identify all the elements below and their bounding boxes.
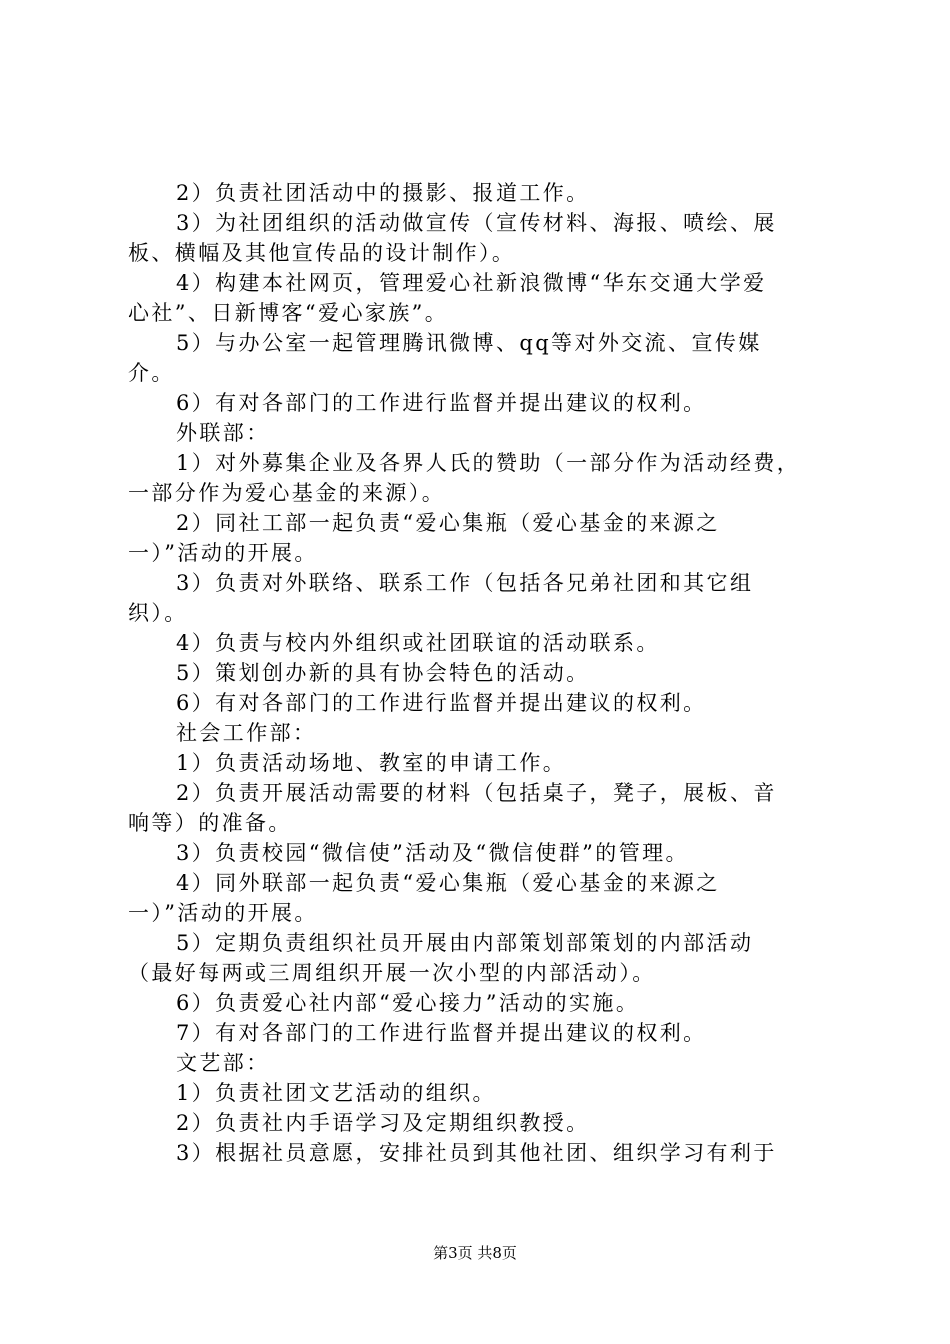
- text-line: 3）负责对外联络、联系工作（包括各兄弟社团和其它组: [176, 571, 754, 595]
- text-line: 4）构建本社网页，管理爱心社新浪微博“华东交通大学爱: [176, 271, 767, 295]
- text-line: 2）负责开展活动需要的材料（包括桌子，凳子，展板、音: [176, 781, 777, 805]
- text-line: 3）为社团组织的活动做宣传（宣传材料、海报、喷绘、展: [176, 211, 777, 235]
- text-line: 织）。: [128, 601, 188, 625]
- text-line: 2）同社工部一起负责“爱心集瓶（爱心基金的来源之: [176, 511, 720, 535]
- text-line: 5）策划创办新的具有协会特色的活动。: [176, 661, 590, 685]
- text-line: 文艺部：: [176, 1051, 270, 1075]
- text-line: 一）”活动的开展。: [128, 901, 318, 925]
- text-line: 4）同外联部一起负责“爱心集瓶（爱心基金的来源之: [176, 871, 720, 895]
- text-line: 2）负责社团活动中的摄影、报道工作。: [176, 181, 590, 205]
- text-line: 板、横幅及其他宣传品的设计制作）。: [128, 241, 516, 265]
- text-line: 1）对外募集企业及各界人氏的赞助（一部分作为活动经费，: [176, 451, 801, 475]
- text-line: 5）定期负责组织社员开展由内部策划部策划的内部活动: [176, 931, 754, 955]
- text-line: 5）与办公室一起管理腾讯微博、qq等对外交流、宣传媒: [176, 331, 762, 355]
- text-line: 3）根据社员意愿，安排社员到其他社团、组织学习有利于: [176, 1141, 777, 1165]
- text-line: 一部分作为爱心基金的来源）。: [128, 481, 446, 505]
- text-line: 响等）的准备。: [128, 811, 292, 835]
- text-line: 介。: [128, 361, 175, 385]
- text-line: 7）有对各部门的工作进行监督并提出建议的权利。: [176, 1021, 707, 1045]
- text-line: 6）负责爱心社内部“爱心接力”活动的实施。: [176, 991, 640, 1015]
- text-line: 外联部：: [176, 421, 270, 445]
- document-body: [128, 178, 836, 1168]
- page-footer: 第3页 共8页: [433, 1244, 517, 1262]
- text-line: 6）有对各部门的工作进行监督并提出建议的权利。: [176, 691, 707, 715]
- text-line: 1）负责活动场地、教室的申请工作。: [176, 751, 567, 775]
- text-line: 4）负责与校内外组织或社团联谊的活动联系。: [176, 631, 660, 655]
- text-line: 一）”活动的开展。: [128, 541, 318, 565]
- text-line: 3）负责校园“微信使”活动及“微信使群”的管理。: [176, 841, 689, 865]
- text-line: （最好每两或三周组织开展一次小型的内部活动）。: [128, 961, 656, 985]
- text-line: 2）负责社内手语学习及定期组织教授。: [176, 1111, 590, 1135]
- text-line: 6）有对各部门的工作进行监督并提出建议的权利。: [176, 391, 707, 415]
- text-line: 1）负责社团文艺活动的组织。: [176, 1081, 496, 1105]
- text-line: 心社”、日新博客“爱心家族”。: [128, 301, 449, 325]
- text-line: 社会工作部：: [176, 721, 317, 745]
